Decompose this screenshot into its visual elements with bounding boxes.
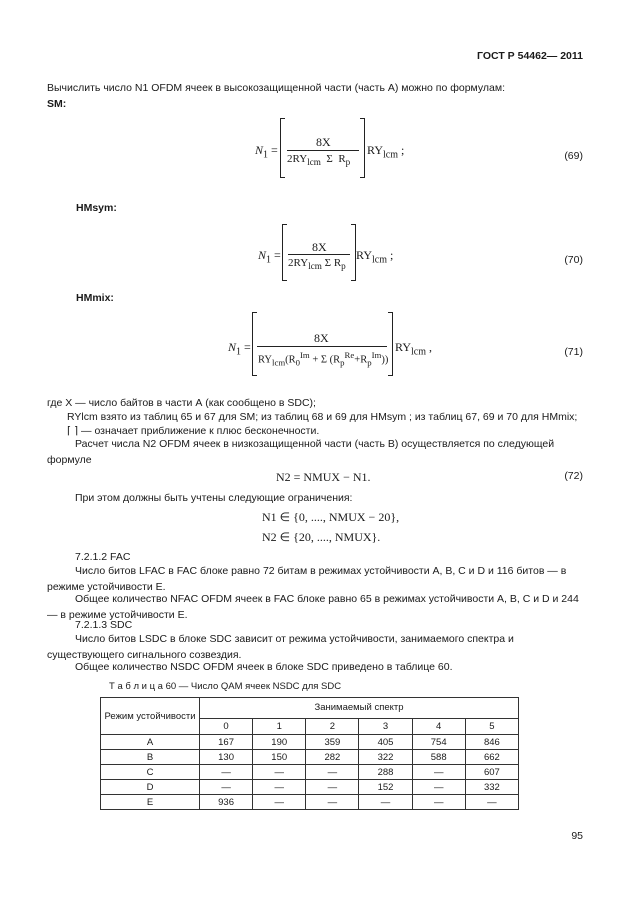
document-header: ГОСТ Р 54462— 2011 xyxy=(477,50,583,62)
formula-71-denominator: $RY_{lcm}(R_0^{Im} + \Sigma$ $(R_p^{Re}+R_p^{Im})$) xyxy=(258,350,389,368)
ceil-left xyxy=(282,224,287,281)
section-7213: 7.2.1.3 SDC xyxy=(75,619,133,631)
label-hmsym: HMsym: xyxy=(76,202,117,214)
table-cell: — xyxy=(412,795,465,810)
table-cell: E xyxy=(101,795,200,810)
fac-paragraph-1: Число битов LFAC в FAC блоке равно 72 битам в режимах устойчивости А, В, С и D и 116 битов — в режиме устойчивости Е. xyxy=(47,565,567,593)
table-cell: — xyxy=(253,765,306,780)
formula-71-rhs: $RY_{lcm}$ , xyxy=(395,340,433,358)
table-cell: 662 xyxy=(465,750,518,765)
table-header-cell: 1 xyxy=(253,718,306,734)
page-number: 95 xyxy=(571,830,583,842)
table-cell: 288 xyxy=(359,765,412,780)
formula-72: N2 = NMUX − N1. xyxy=(276,470,371,484)
constraints-intro: При этом должны быть учтены следующие ограничения: xyxy=(75,492,353,504)
table-cell: 130 xyxy=(200,750,253,765)
table-header-cell: 4 xyxy=(412,718,465,734)
table-cell: — xyxy=(412,765,465,780)
table-cell: 754 xyxy=(412,735,465,750)
where-line: ⌈ ⌉ — означает приближение к плюс бесконечности. xyxy=(67,425,320,437)
table-row xyxy=(101,735,519,750)
formula-70-rhs: $RY_{lcm}$ ; xyxy=(356,248,394,266)
fraction-line xyxy=(257,346,387,347)
formula-70-numerator: 8X xyxy=(312,240,327,254)
ceil-right xyxy=(388,312,393,376)
table-cell: — xyxy=(465,795,518,810)
formula-71-numerator: 8X xyxy=(314,331,329,345)
table-cell: C xyxy=(101,765,200,780)
table-header-spectrum: Занимаемый спектр xyxy=(200,698,519,719)
table-cell: 152 xyxy=(359,780,412,795)
sdc-paragraph-2: Общее количество NSDC OFDM ячеек в блоке SDC приведено в таблице 60. xyxy=(75,661,453,673)
formula-number-70: (70) xyxy=(564,254,583,266)
table-cell: 322 xyxy=(359,750,412,765)
table-header-cell: 5 xyxy=(465,718,518,734)
table-cell: 167 xyxy=(200,735,253,750)
table-row xyxy=(101,765,519,780)
table-cell: 846 xyxy=(465,735,518,750)
table-header-cell: 0 xyxy=(200,718,253,734)
formula-70-lhs: $N_1$ = xyxy=(258,248,281,266)
table-cell: 190 xyxy=(253,735,306,750)
section-7212: 7.2.1.2 FAC xyxy=(75,551,131,563)
fac-paragraph-2: Общее количество NFAC OFDM ячеек в FAC блоке равно 65 в режимах устойчивости А, В, С и D и 244 — в режиме устойчивости Е. xyxy=(47,593,579,621)
table-cell: B xyxy=(101,750,200,765)
table-cell: — xyxy=(200,765,253,780)
table-cell: 607 xyxy=(465,765,518,780)
table-header-cell: 2 xyxy=(306,718,359,734)
table-cell: — xyxy=(306,765,359,780)
table-cell: 282 xyxy=(306,750,359,765)
table-cell: A xyxy=(101,735,200,750)
fraction-line xyxy=(287,150,359,151)
table-row xyxy=(101,780,519,795)
calc-b-text: Расчет числа N2 OFDM ячеек в низкозащищенной части (часть В) осуществляется по следующей формуле xyxy=(47,438,555,466)
table-cell: 150 xyxy=(253,750,306,765)
formula-number-71: (71) xyxy=(564,346,583,358)
where-line: RYlcm взято из таблиц 65 и 67 для SM; из таблиц 68 и 69 для HMsym ; из таблиц 67, 69 и 70 для HMmix; xyxy=(67,411,578,423)
formula-69-lhs: $N_1$ = xyxy=(255,143,278,161)
sdc-table xyxy=(100,697,519,810)
formula-70-denominator: $2RY_{lcm}$ Σ $R_p$ xyxy=(288,257,346,272)
table-row xyxy=(101,750,519,765)
label-hmmix: HMmix: xyxy=(76,292,114,304)
table-cell: 359 xyxy=(306,735,359,750)
formula-71-lhs: $N_1$ = xyxy=(228,340,251,358)
table-header-mode: Режим устойчивости xyxy=(101,698,200,735)
table-cell: — xyxy=(412,780,465,795)
formula-69-denominator: $2RY_{lcm}$ Σ $R_p$ xyxy=(287,153,351,168)
table-caption: Т а б л и ц а 60 — Число QAM ячеек NSDC для SDC xyxy=(109,681,342,692)
table-cell: — xyxy=(306,780,359,795)
table-cell: — xyxy=(253,780,306,795)
table-cell: — xyxy=(359,795,412,810)
table-cell: — xyxy=(200,780,253,795)
constraint-n1: N1 ∈ {0, ...., NMUX − 20}, xyxy=(262,510,400,524)
table-cell: 405 xyxy=(359,735,412,750)
formula-number-72: (72) xyxy=(564,470,583,482)
fraction-line xyxy=(288,254,350,255)
table-cell: — xyxy=(253,795,306,810)
intro-text: Вычислить число N1 OFDM ячеек в высокозащищенной части (часть А) можно по формулам: xyxy=(47,82,505,94)
ceil-right xyxy=(360,118,365,178)
formula-69-numerator: 8X xyxy=(316,135,331,149)
table-cell: D xyxy=(101,780,200,795)
table-cell: 588 xyxy=(412,750,465,765)
table-cell: — xyxy=(306,795,359,810)
ceil-left xyxy=(280,118,285,178)
constraint-n2: N2 ∈ {20, ...., NMUX}. xyxy=(262,530,381,544)
table-cell: 332 xyxy=(465,780,518,795)
formula-69-rhs: $RY_{lcm}$ ; xyxy=(367,143,405,161)
table-header-cell: 3 xyxy=(359,718,412,734)
table-row xyxy=(101,795,519,810)
where-line: где X — число байтов в части А (как сообщено в SDC); xyxy=(47,397,316,409)
ceil-left xyxy=(252,312,257,376)
formula-number-69: (69) xyxy=(564,150,583,162)
where-block xyxy=(47,396,577,438)
sdc-paragraph-1: Число битов LSDC в блоке SDC зависит от режима устойчивости, занимаемого спектра и существующего сигнального созвездия. xyxy=(47,633,514,661)
table-cell: 936 xyxy=(200,795,253,810)
label-sm: SM: xyxy=(47,98,67,110)
